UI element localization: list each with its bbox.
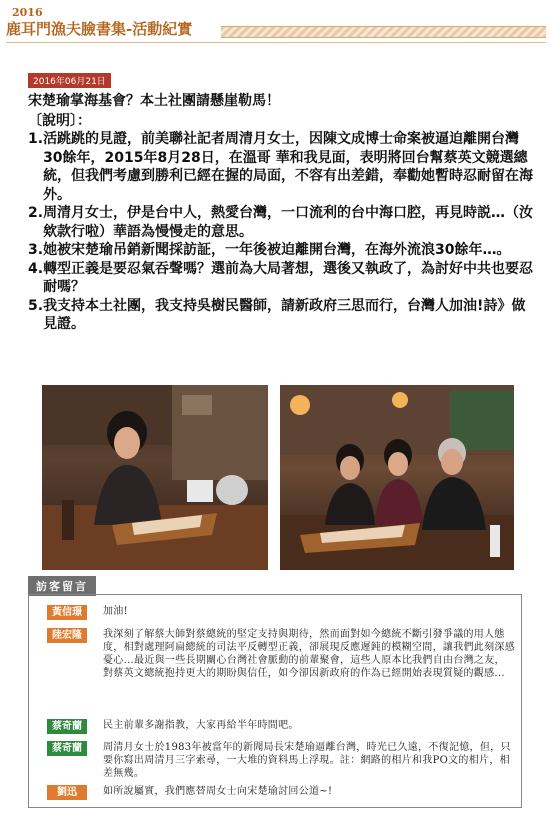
item-number: 1. bbox=[28, 131, 44, 147]
post-headline: 宋楚瑜掌海基會？本土社團請懸崖勒馬！ bbox=[28, 93, 280, 109]
list-item bbox=[28, 297, 538, 334]
header-title: 鹿耳門漁夫臉書集-活動紀實 bbox=[6, 20, 193, 38]
commenter-name[interactable]: 黃信璟 bbox=[47, 605, 87, 620]
page-header bbox=[6, 4, 546, 44]
header-divider bbox=[6, 42, 546, 43]
post-date-badge: 2016年06月21日 bbox=[28, 73, 111, 88]
item-number: 5. bbox=[28, 297, 44, 314]
photo-gallery bbox=[42, 385, 514, 570]
photo-group-dinner[interactable] bbox=[280, 385, 514, 570]
header-year: 2016 bbox=[12, 6, 43, 19]
item-text: 周清月女士，伊是台中人，熱愛台灣，一口流利的台中海口腔，再見時説…（汝欸款行啦）華語為慢慢走的意思。 bbox=[43, 205, 534, 240]
commenter-name[interactable]: 蔡奇蘭 bbox=[47, 719, 87, 734]
list-item bbox=[28, 260, 538, 297]
post-article bbox=[28, 92, 538, 334]
guestbook bbox=[28, 576, 522, 808]
commenter-name[interactable]: 陸宏隆 bbox=[47, 628, 87, 643]
list-item bbox=[28, 130, 538, 204]
header-decoration bbox=[221, 26, 546, 38]
comment-message: 周清月女士於1983年被當年的新聞局長宋楚瑜逼離台灣，時光已久遠，不復記憶，但，只要你寫出周清月三字索尋，一大堆的資料馬上浮現。註：網路的相片和我PO文的相片，相差無幾。 bbox=[103, 742, 511, 779]
guestbook-box bbox=[28, 594, 522, 808]
photo-group-dinner-illustration bbox=[280, 385, 514, 570]
item-number: 3. bbox=[28, 242, 44, 258]
item-text: 轉型正義是要忍氣吞聲嗎？選前為大局著想，選後又執政了，為討好中共也要忍耐嗎？ bbox=[43, 260, 534, 295]
photo-restaurant-woman[interactable] bbox=[42, 385, 268, 570]
commenter-name[interactable]: 劉迅 bbox=[47, 785, 87, 800]
commenter-name[interactable]: 蔡奇蘭 bbox=[47, 741, 87, 756]
note-label: 〔說明〕： bbox=[28, 112, 91, 129]
guestbook-tab: 訪客留言 bbox=[28, 576, 96, 596]
list-item bbox=[28, 204, 538, 241]
photo-restaurant-woman-illustration bbox=[42, 385, 268, 570]
item-text: 我支持本土社團，我支持吳樹民醫師，請新政府三思而行，台灣人加油!詩》做見證。 bbox=[43, 297, 526, 332]
list-item bbox=[28, 241, 538, 260]
item-number: 2. bbox=[28, 205, 44, 221]
item-number: 4. bbox=[28, 260, 44, 277]
comment-message: 我深刻了解蔡大師對蔡總統的堅定支持與期待，然而面對如今總統不斷引發爭議的用人態度，相對處理阿扁總統的司法平反轉型正義，卻展現反應遲鈍的模糊空間，讓我們此刻深感憂心...最近與一些長期關心台灣社會脈動的前輩聚會，這些人原本比我們自由台灣之友，對蔡英文總統抱持更大的期盼與信任，如今卻因新政府的作為已經開始表現質疑的觀感... bbox=[103, 629, 515, 679]
comment-message: 加油! bbox=[103, 606, 128, 617]
item-text: 活跳跳的見證，前美聯社記者周清月女士，因陳文成博士命案被逼迫離開台灣30餘年，2015年8月28日，在溫哥 華和我見面，表明將回台幫蔡英文競選總統，但我們考慮到勝利已經在握的局面，不容有出差錯，奉勸她暫時忍耐留在海外。 bbox=[43, 131, 534, 203]
item-text: 她被宋楚瑜吊銷新聞採訪証，一年後被迫離開台灣，在海外流浪30餘年…。 bbox=[43, 242, 511, 258]
comment-message: 民主前輩多謝指教，大家再給半年時間吧。 bbox=[103, 720, 299, 731]
comment-message: 如所說屬實，我們應替周女士向宋楚瑜討回公道~! bbox=[103, 786, 333, 797]
